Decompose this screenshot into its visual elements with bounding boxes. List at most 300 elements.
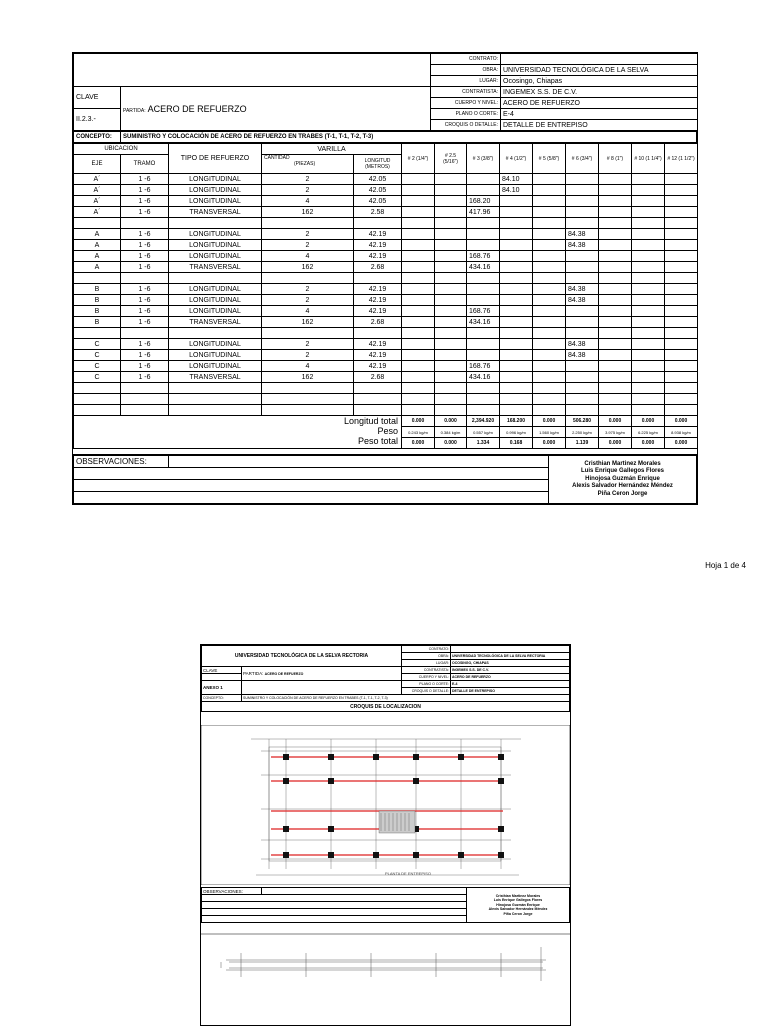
field-label: CUERPO Y NIVEL:: [431, 98, 501, 109]
longitud-cell: 42.19: [354, 284, 402, 295]
table-row: [74, 317, 698, 328]
size-cell: [599, 383, 632, 394]
tipo-cell: LONGITUDINAL: [169, 350, 262, 361]
partida-label: PARTIDA:: [123, 107, 146, 114]
longitud-total-cell: 0.000: [599, 416, 632, 427]
size-cell: [435, 251, 467, 262]
peso-total-cell: 0.000: [665, 438, 698, 449]
size-cell: [500, 394, 533, 405]
size-cell: [467, 229, 500, 240]
peso-total-cell: 0.000: [435, 438, 467, 449]
size-cell: [500, 262, 533, 273]
signature-name: Luis Enrique Gallegos Flores: [493, 898, 543, 903]
size-cell: [665, 284, 698, 295]
size-cell: [402, 328, 435, 339]
size-cell: [435, 174, 467, 185]
tramo-cell: [121, 328, 169, 339]
size-cell: [599, 218, 632, 229]
longitud-cell: [354, 394, 402, 405]
longitud-cell: 42.19: [354, 229, 402, 240]
eje-cell: B: [74, 317, 121, 328]
field-value: OCOSINGO, CHIAPAS: [451, 660, 570, 667]
table-row: [74, 306, 698, 317]
peso-label: Peso: [377, 426, 398, 436]
longitud-cell: 42.19: [354, 339, 402, 350]
size-cell: [632, 306, 665, 317]
size-cell: 168.76: [467, 306, 500, 317]
table-row: [74, 405, 698, 416]
field-value: UNIVERSIDAD TECNOLÓGICA DE LA SELVA RECTORIA: [451, 653, 570, 660]
size-cell: [665, 405, 698, 416]
size-cell: [500, 350, 533, 361]
size-cell: 84.38: [566, 229, 599, 240]
table-row: [74, 174, 698, 185]
annex-partida-label: PARTIDA:: [243, 671, 264, 676]
size-cell: [566, 317, 599, 328]
size-cell: [467, 383, 500, 394]
size-cell: [500, 361, 533, 372]
tramo-header: TRAMO: [121, 155, 169, 174]
size-cell: [500, 405, 533, 416]
table-row: [74, 361, 698, 372]
quantity-sheet: [72, 52, 698, 505]
page-number: Hoja 1 de 4: [705, 561, 746, 570]
size-cell: [533, 273, 566, 284]
cantidad-cell: [262, 328, 354, 339]
size-cell: [599, 196, 632, 207]
size-cell: [533, 174, 566, 185]
size-cell: 168.76: [467, 251, 500, 262]
field-label: CROQUIS O DETALLE:: [402, 688, 451, 695]
longitud-total-cell: 0.000: [533, 416, 566, 427]
size-header: # 4 (1/2"): [500, 144, 533, 174]
size-cell: [632, 394, 665, 405]
longitud-cell: 42.19: [354, 350, 402, 361]
size-cell: [632, 284, 665, 295]
size-cell: [500, 284, 533, 295]
size-cell: [533, 306, 566, 317]
cantidad-cell: 2: [262, 229, 354, 240]
size-cell: 434.16: [467, 372, 500, 383]
size-cell: [533, 361, 566, 372]
eje-cell: C: [74, 361, 121, 372]
field-label: OBRA:: [402, 653, 451, 660]
size-cell: [402, 394, 435, 405]
croquis-title: CROQUIS DE LOCALIZACION: [202, 702, 570, 712]
clave-label: CLAVE: [74, 87, 121, 109]
eje-cell: A: [74, 262, 121, 273]
size-cell: [467, 405, 500, 416]
peso-total-label: Peso total: [357, 436, 398, 446]
tramo-cell: 1 -6: [121, 262, 169, 273]
field-value: DETALLE DE ENTREPISO: [501, 120, 698, 131]
size-cell: 434.16: [467, 262, 500, 273]
header-table: [73, 53, 698, 131]
size-cell: [435, 317, 467, 328]
peso-total-cell: 0.168: [500, 438, 533, 449]
tipo-header: TIPO DE REFUERZO: [169, 144, 262, 174]
field-label: LUGAR:: [431, 76, 501, 87]
peso-total-cell: 1.139: [566, 438, 599, 449]
varilla-header: VARILLA: [262, 144, 402, 155]
table-row: [74, 295, 698, 306]
eje-cell: C: [74, 350, 121, 361]
size-cell: [402, 218, 435, 229]
size-cell: [467, 185, 500, 196]
size-cell: [402, 273, 435, 284]
longitud-cell: [354, 405, 402, 416]
tramo-cell: 1 -6: [121, 295, 169, 306]
field-value: E-4: [501, 109, 698, 120]
longitud-total-cell: 0.000: [402, 416, 435, 427]
size-cell: [665, 262, 698, 273]
table-row: [74, 251, 698, 262]
eje-cell: A: [74, 251, 121, 262]
peso-total-cell: 0.000: [599, 438, 632, 449]
size-cell: [467, 174, 500, 185]
table-row: [74, 339, 698, 350]
size-cell: [632, 262, 665, 273]
tipo-cell: LONGITUDINAL: [169, 251, 262, 262]
size-cell: [665, 174, 698, 185]
eje-cell: [74, 273, 121, 284]
field-value: ACERO DE REFUERZO: [451, 674, 570, 681]
size-cell: [566, 185, 599, 196]
signature-name: Cristhian Martinez Morales: [584, 460, 661, 467]
cantidad-cell: 162: [262, 317, 354, 328]
size-cell: [435, 262, 467, 273]
size-cell: [599, 394, 632, 405]
tramo-cell: 1 -6: [121, 185, 169, 196]
table-row: [74, 372, 698, 383]
size-cell: [533, 295, 566, 306]
size-cell: [632, 251, 665, 262]
eje-cell: [74, 405, 121, 416]
field-label: CROQUIS O DETALLE:: [431, 120, 501, 131]
field-value: ACERO DE REFUERZO: [501, 98, 698, 109]
size-cell: 84.38: [566, 284, 599, 295]
annex-partida-value: ACERO DE REFUERZO: [264, 672, 304, 676]
size-header: # 8 (1"): [599, 144, 632, 174]
size-cell: [599, 284, 632, 295]
table-row: [74, 218, 698, 229]
field-value: UNIVERSIDAD TECNOLÓGICA DE LA SELVA: [501, 65, 698, 76]
signature-name: Hinojosa Guzmán Enrique: [585, 475, 660, 482]
cantidad-cell: 2: [262, 339, 354, 350]
cantidad-cell: 4: [262, 251, 354, 262]
size-cell: [632, 174, 665, 185]
size-cell: [632, 405, 665, 416]
longitud-cell: 42.19: [354, 251, 402, 262]
field-value: DETALLE DE ENTREPISO: [451, 688, 570, 695]
size-cell: [665, 383, 698, 394]
size-cell: [500, 328, 533, 339]
size-cell: [566, 251, 599, 262]
size-cell: [467, 350, 500, 361]
table-row: [74, 383, 698, 394]
longitud-cell: [354, 383, 402, 394]
size-cell: [665, 372, 698, 383]
tramo-cell: 1 -6: [121, 361, 169, 372]
table-row: [74, 328, 698, 339]
size-cell: [435, 218, 467, 229]
size-cell: [665, 350, 698, 361]
tramo-cell: 1 -6: [121, 207, 169, 218]
size-cell: [467, 328, 500, 339]
longitud-total-cell: 0.000: [665, 416, 698, 427]
size-cell: [566, 218, 599, 229]
cantidad-cell: [262, 218, 354, 229]
longitud-cell: 42.19: [354, 240, 402, 251]
size-cell: 84.10: [500, 185, 533, 196]
peso-total-cell: 0.000: [533, 438, 566, 449]
peso-cell: 3.975 kg/m: [599, 427, 632, 438]
size-cell: [665, 317, 698, 328]
tipo-cell: [169, 394, 262, 405]
longitud-cell: [354, 218, 402, 229]
size-cell: [500, 229, 533, 240]
signature-name: Alexis Salvador Hernández Méndez: [488, 907, 548, 912]
size-cell: [435, 229, 467, 240]
table-row: [74, 273, 698, 284]
size-cell: [467, 273, 500, 284]
field-label: OBRA:: [431, 65, 501, 76]
field-label: CONTRATISTA:: [431, 87, 501, 98]
size-cell: [435, 295, 467, 306]
peso-cell: 8.938 kg/m: [665, 427, 698, 438]
size-header: # 5 (5/8"): [533, 144, 566, 174]
size-cell: [500, 240, 533, 251]
longitud-total-label: Longitud total: [343, 416, 398, 426]
eje-cell: [74, 394, 121, 405]
signatures-block: [549, 456, 697, 504]
size-cell: [566, 262, 599, 273]
size-cell: [665, 328, 698, 339]
size-cell: [665, 229, 698, 240]
size-cell: [500, 372, 533, 383]
longitud-total-cell: 0.000: [632, 416, 665, 427]
eje-cell: [74, 383, 121, 394]
size-header: # 6 (3/4"): [566, 144, 599, 174]
size-cell: [533, 405, 566, 416]
concepto-row: [73, 131, 697, 143]
size-cell: [632, 240, 665, 251]
tramo-cell: [121, 394, 169, 405]
field-value: Ocosingo, Chiapas: [501, 76, 698, 87]
size-cell: [533, 339, 566, 350]
tipo-cell: TRANSVERSAL: [169, 317, 262, 328]
signature-name: Piña Ceron Jorge: [503, 911, 533, 916]
signature-name: Cristhian Martinez Morales: [495, 893, 541, 898]
size-cell: [500, 207, 533, 218]
eje-cell: [74, 218, 121, 229]
size-cell: [632, 295, 665, 306]
table-row: [74, 185, 698, 196]
peso-cell: 0.243 kg/m: [402, 427, 435, 438]
eje-header: EJE: [74, 155, 121, 174]
table-row: [74, 284, 698, 295]
size-cell: 434.16: [467, 317, 500, 328]
tramo-cell: [121, 383, 169, 394]
size-cell: [566, 196, 599, 207]
size-cell: [665, 218, 698, 229]
size-cell: [402, 306, 435, 317]
field-value: E-4: [451, 681, 570, 688]
cantidad-cell: 4: [262, 361, 354, 372]
annex-observaciones-label: OBSERVACIONES:: [202, 888, 262, 895]
longitud-cell: [354, 328, 402, 339]
size-cell: [632, 328, 665, 339]
size-cell: [500, 273, 533, 284]
size-cell: [402, 174, 435, 185]
size-cell: [566, 372, 599, 383]
eje-cell: C: [74, 339, 121, 350]
tipo-cell: LONGITUDINAL: [169, 174, 262, 185]
size-cell: [402, 207, 435, 218]
size-cell: [533, 185, 566, 196]
cantidad-cell: 4: [262, 306, 354, 317]
tramo-cell: 1 -6: [121, 174, 169, 185]
tipo-cell: [169, 273, 262, 284]
peso-total-cell: 0.000: [402, 438, 435, 449]
peso-total-cell: 1.334: [467, 438, 500, 449]
size-cell: [533, 328, 566, 339]
size-cell: [665, 339, 698, 350]
size-cell: [500, 339, 533, 350]
size-cell: 84.38: [566, 240, 599, 251]
table-row: [74, 196, 698, 207]
annex-concepto-value: SUMINISTRO Y COLOCACIÓN DE ACERO DE REFUERZO EN TRABES (T-1, T-1, T-2, T-3): [242, 695, 570, 702]
size-cell: [632, 317, 665, 328]
tramo-cell: 1 -6: [121, 284, 169, 295]
cantidad-cell: 2: [262, 240, 354, 251]
size-cell: [566, 273, 599, 284]
size-cell: [632, 350, 665, 361]
size-cell: [500, 251, 533, 262]
cantidad-cell: 2: [262, 295, 354, 306]
eje-cell: A´: [74, 207, 121, 218]
field-label: CONTRATO:: [431, 54, 501, 65]
table-row: [74, 394, 698, 405]
longitud-total-cell: 168.200: [500, 416, 533, 427]
quantities-table: [73, 143, 698, 449]
annex-title: UNIVERSIDAD TECNOLÓGICA DE LA SELVA RECTORIA: [202, 646, 402, 667]
field-value: INGEMEX S.S. DE C.V.: [451, 667, 570, 674]
annex-concepto-label: CONCEPTO:: [202, 695, 242, 702]
size-cell: 84.38: [566, 339, 599, 350]
size-cell: [402, 317, 435, 328]
tramo-cell: 1 -6: [121, 372, 169, 383]
size-cell: [632, 273, 665, 284]
size-cell: [467, 218, 500, 229]
longitud-cell: 42.19: [354, 295, 402, 306]
field-value: [451, 646, 570, 653]
size-cell: [566, 405, 599, 416]
signature-name: Alexis Salvador Hernández Méndez: [572, 483, 673, 490]
cantidad-cell: 162: [262, 262, 354, 273]
size-cell: [599, 306, 632, 317]
size-cell: 168.76: [467, 361, 500, 372]
cantidad-cell: 2: [262, 350, 354, 361]
tramo-cell: 1 -6: [121, 317, 169, 328]
tipo-cell: [169, 383, 262, 394]
size-cell: [435, 405, 467, 416]
longitud-total-cell: 2,394.920: [467, 416, 500, 427]
tipo-cell: [169, 328, 262, 339]
size-cell: [435, 240, 467, 251]
field-label: CONTRATO:: [402, 646, 451, 653]
tramo-cell: 1 -6: [121, 339, 169, 350]
size-cell: [402, 383, 435, 394]
size-cell: [435, 394, 467, 405]
table-row: [74, 240, 698, 251]
annex-sheet: [200, 644, 571, 1026]
peso-cell: 6.225 kg/m: [632, 427, 665, 438]
size-cell: [566, 361, 599, 372]
size-cell: [435, 273, 467, 284]
tipo-cell: LONGITUDINAL: [169, 361, 262, 372]
eje-cell: B: [74, 306, 121, 317]
size-cell: [533, 229, 566, 240]
partida-value: ACERO DE REFUERZO: [147, 103, 247, 114]
size-cell: [467, 339, 500, 350]
tipo-cell: LONGITUDINAL: [169, 196, 262, 207]
size-cell: [632, 196, 665, 207]
annex-observaciones: [201, 887, 570, 923]
size-cell: [665, 207, 698, 218]
beam-detail-drawing: [201, 933, 570, 1025]
size-cell: [435, 196, 467, 207]
size-cell: [402, 229, 435, 240]
field-value: [501, 54, 698, 65]
observaciones-table: [73, 455, 697, 504]
size-cell: [599, 174, 632, 185]
table-row: [74, 262, 698, 273]
cantidad-cell: 2: [262, 284, 354, 295]
size-cell: [566, 328, 599, 339]
size-cell: [533, 372, 566, 383]
size-cell: [402, 361, 435, 372]
size-cell: [533, 251, 566, 262]
size-cell: [599, 262, 632, 273]
tramo-cell: [121, 405, 169, 416]
eje-cell: A´: [74, 196, 121, 207]
peso-total-cell: 0.000: [632, 438, 665, 449]
signature-name: Luis Enrique Gallegos Flores: [580, 468, 665, 475]
size-cell: [566, 306, 599, 317]
tramo-cell: 1 -6: [121, 240, 169, 251]
size-header: # 3 (3/8"): [467, 144, 500, 174]
size-cell: [632, 361, 665, 372]
longitud-cell: 2.58: [354, 207, 402, 218]
tipo-cell: TRANSVERSAL: [169, 207, 262, 218]
size-cell: [665, 306, 698, 317]
cantidad-cell: [262, 383, 354, 394]
tipo-cell: LONGITUDINAL: [169, 306, 262, 317]
metros-header: (METROS): [365, 164, 390, 170]
size-cell: [599, 185, 632, 196]
clave-value: II.2.3.-: [74, 109, 121, 131]
cantidad-cell: 2: [262, 185, 354, 196]
cantidad-header: CANTIDAD: [264, 155, 290, 161]
size-cell: [467, 284, 500, 295]
size-cell: [665, 240, 698, 251]
field-value: INGEMEX S.S. DE C.V.: [501, 87, 698, 98]
signature-name: Piña Ceron Jorge: [597, 490, 648, 497]
size-cell: [599, 240, 632, 251]
peso-cell: 1.560 kg/m: [533, 427, 566, 438]
size-cell: [599, 350, 632, 361]
